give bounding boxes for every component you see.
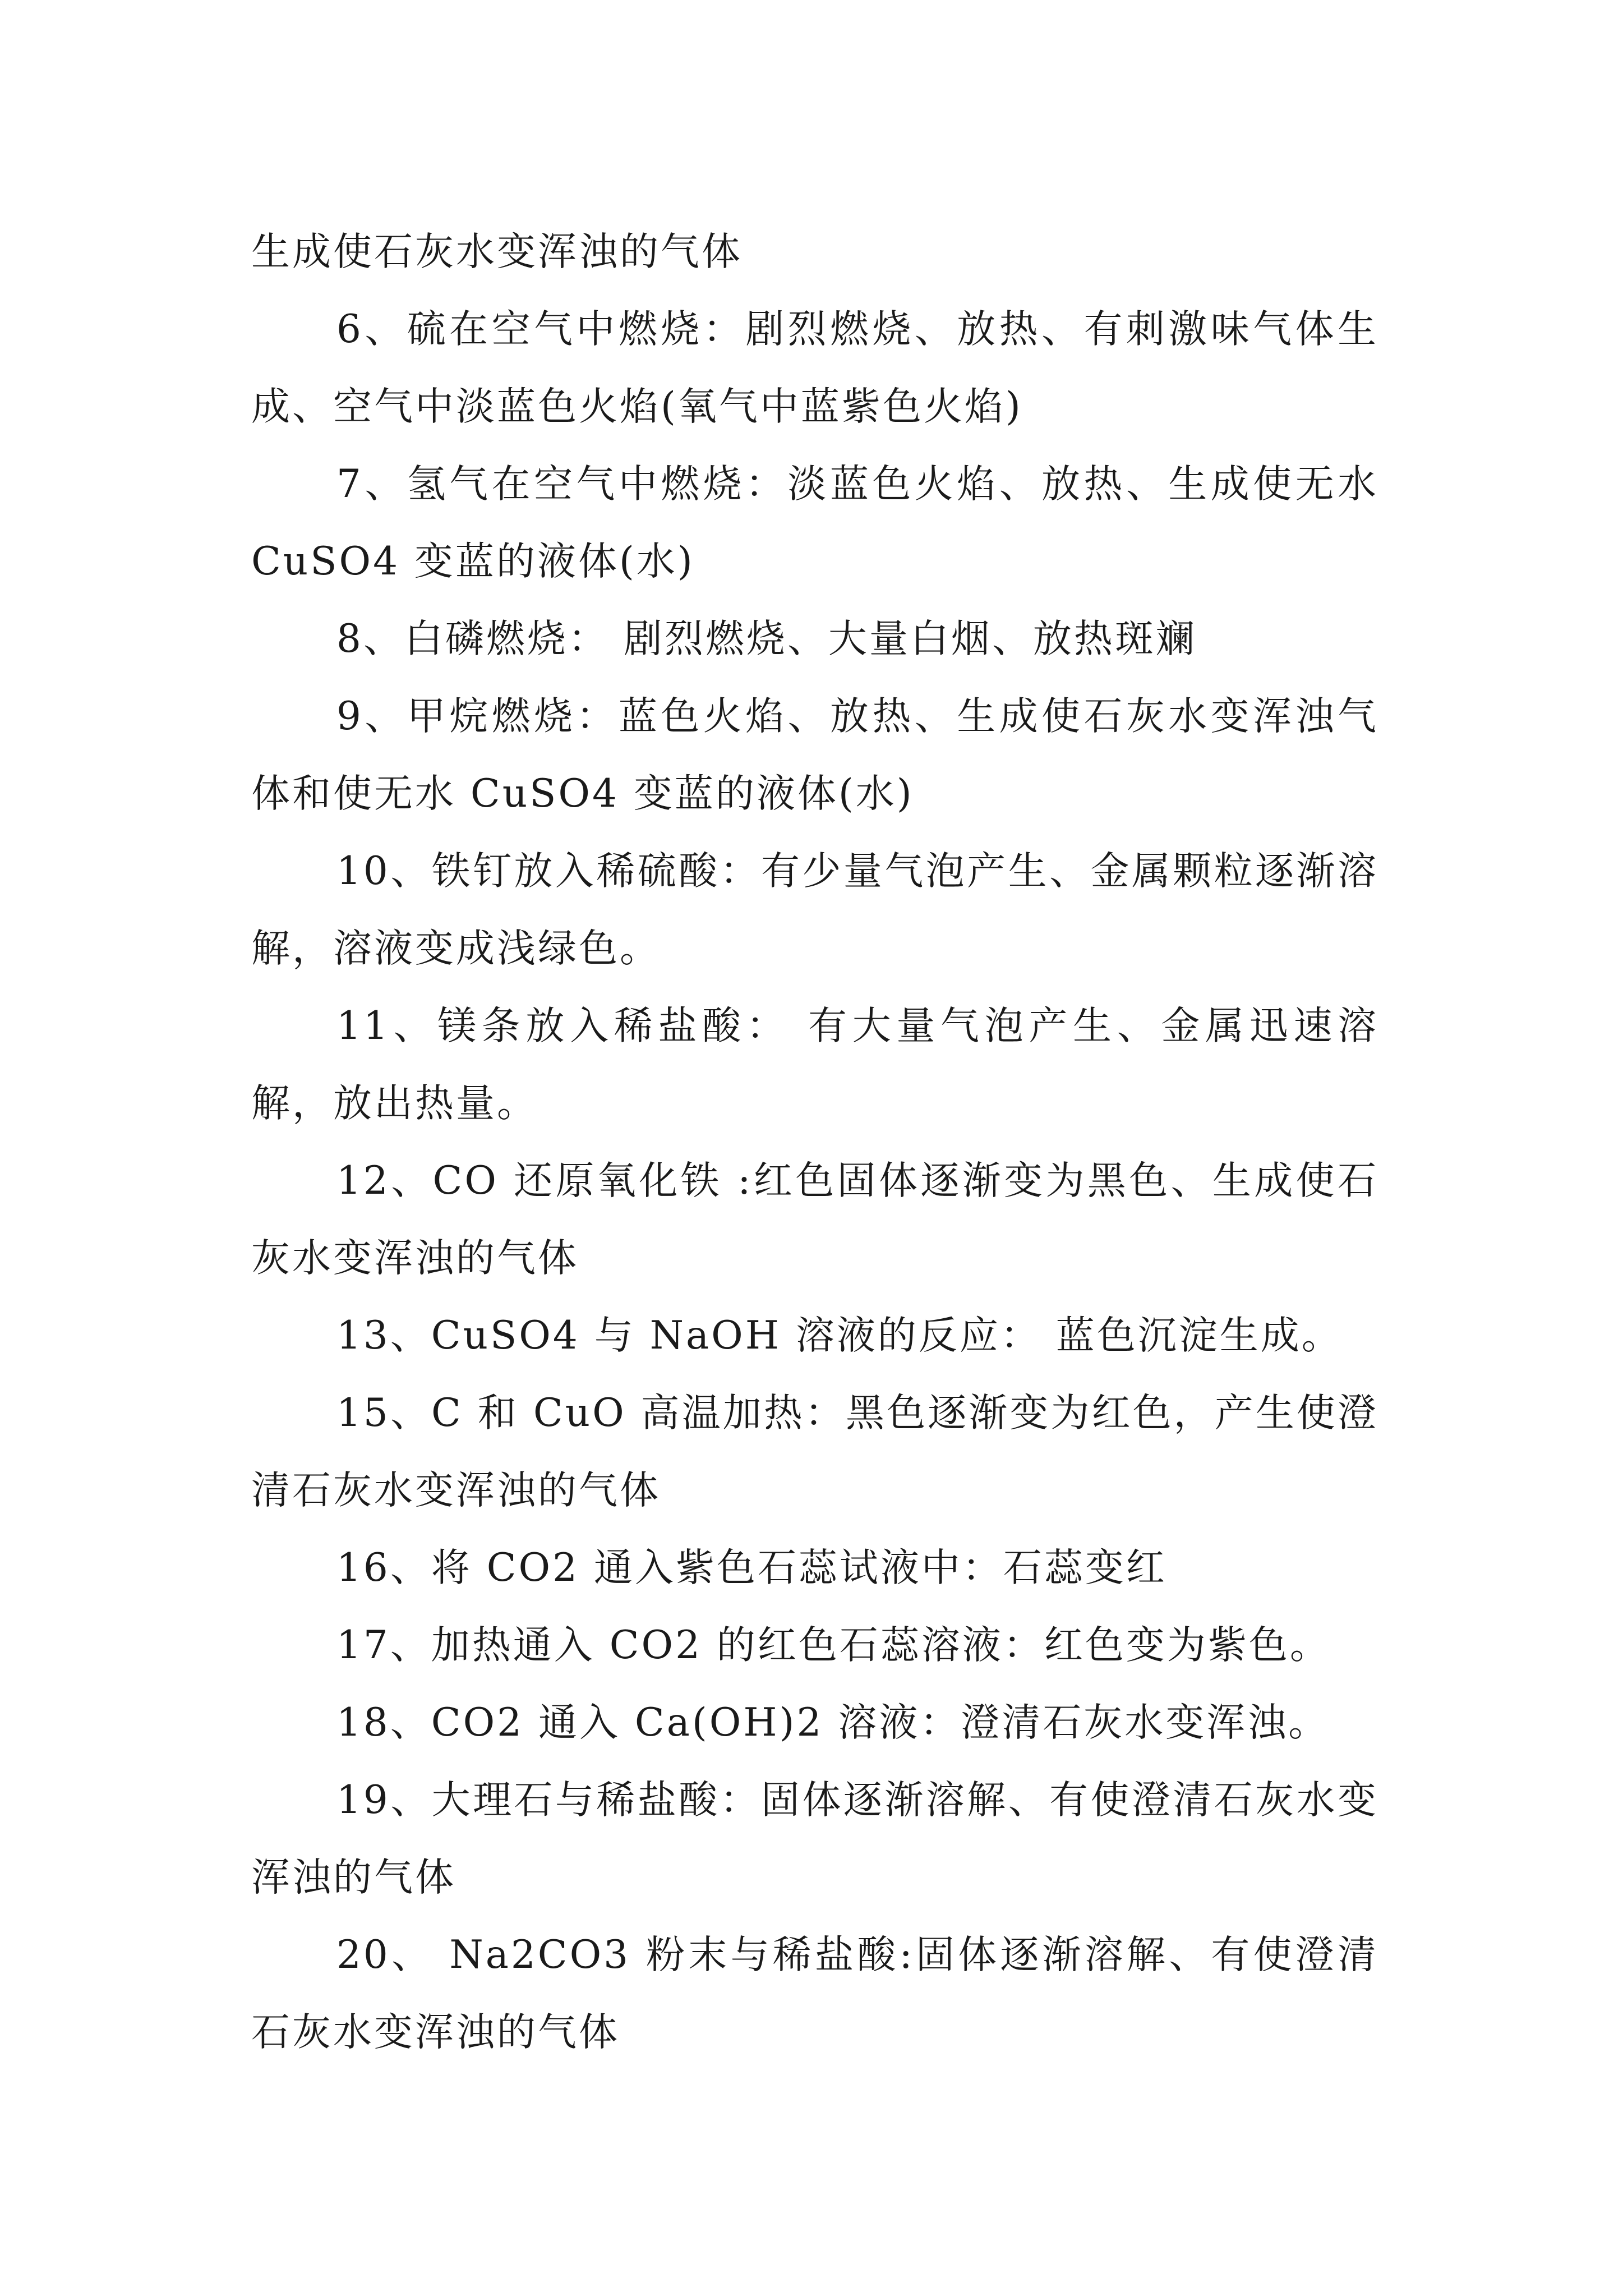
paragraph-item-17: 17、加热通入 CO2 的红色石蕊溶液：红色变为紫色。 — [336, 1623, 1331, 1668]
paragraph-item-6: 6、硫在空气中燃烧：剧烈燃烧、放热、有刺激味气体生成、空气中淡蓝色火焰(氧气中蓝紫色火焰) — [251, 307, 1378, 429]
paragraph-item-16: 16、将 CO2 通入紫色石蕊试液中：石蕊变红 — [336, 1545, 1167, 1590]
paragraph-item-19: 19、大理石与稀盐酸：固体逐渐溶解、有使澄清石灰水变浑浊的气体 — [251, 1778, 1378, 1900]
paragraph-item-8: 8、白磷燃烧： 剧烈燃烧、大量白烟、放热斑斓 — [336, 616, 1197, 661]
paragraph-item-13: 13、CuSO4 与 NaOH 溶液的反应： 蓝色沉淀生成。 — [336, 1313, 1343, 1358]
paragraph-item-12: 12、CO 还原氧化铁 :红色固体逐渐变为黑色、生成使石灰水变浑浊的气体 — [251, 1158, 1378, 1281]
paragraph-continuation: 生成使石灰水变浑浊的气体 — [251, 229, 743, 274]
paragraph-item-15: 15、C 和 CuO 高温加热：黑色逐渐变为红色，产生使澄清石灰水变浑浊的气体 — [251, 1391, 1378, 1513]
paragraph-item-10: 10、铁钉放入稀硫酸：有少量气泡产生、金属颗粒逐渐溶解，溶液变成浅绿色。 — [251, 849, 1378, 971]
paragraph-item-11: 11、镁条放入稀盐酸： 有大量气泡产生、金属迅速溶解，放出热量。 — [251, 1004, 1378, 1126]
paragraph-item-9: 9、甲烷燃烧：蓝色火焰、放热、生成使石灰水变浑浊气体和使无水 CuSO4 变蓝的液体(水) — [251, 694, 1378, 816]
paragraph-item-7: 7、氢气在空气中燃烧：淡蓝色火焰、放热、生成使无水 CuSO4 变蓝的液体(水) — [251, 462, 1378, 584]
paragraph-item-20: 20、 Na2CO3 粉末与稀盐酸:固体逐渐溶解、有使澄清石灰水变浑浊的气体 — [251, 1932, 1378, 2055]
paragraph-item-18: 18、CO2 通入 Ca(OH)2 溶液：澄清石灰水变浑浊。 — [336, 1700, 1330, 1745]
document-body — [251, 213, 1378, 2071]
